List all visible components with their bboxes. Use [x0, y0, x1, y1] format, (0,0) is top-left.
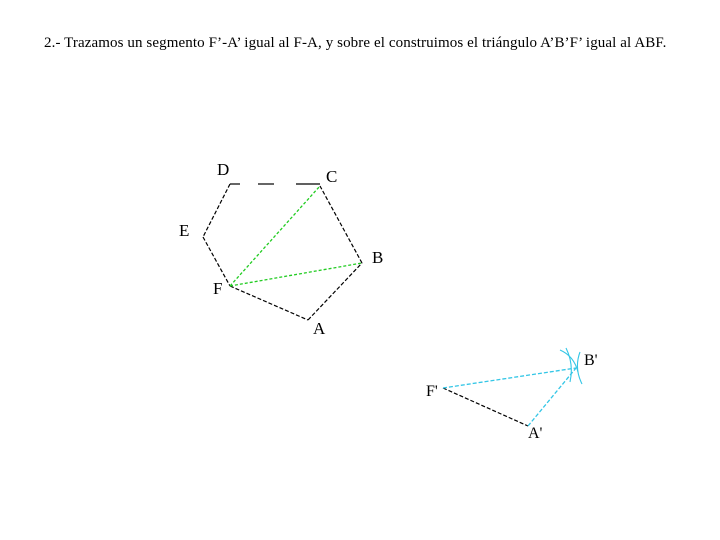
label-b: B	[372, 248, 384, 267]
edge-b-c	[320, 186, 362, 263]
label-e: E	[179, 221, 190, 240]
hexagon-outline	[203, 184, 362, 320]
diagonal-f-b	[230, 263, 362, 286]
edge-f-prime-b-prime	[443, 368, 576, 388]
edge-a-prime-b-prime	[528, 368, 576, 426]
edge-f-a	[230, 286, 308, 320]
edge-f-prime-a-prime	[443, 388, 528, 426]
edge-d-e	[203, 184, 230, 237]
new-triangle	[443, 348, 582, 426]
instruction-text: 2.- Trazamos un segmento F’-A’ igual al F-A, y sobre el construimos el triángulo A’B’F’ igual al ABF.	[44, 35, 667, 51]
label-d: D	[217, 160, 230, 179]
label-a: A	[313, 319, 326, 338]
diagonals	[230, 186, 362, 286]
compass-arc-3	[577, 352, 582, 384]
label-f: F	[213, 279, 223, 298]
label-a-prime: A'	[528, 425, 543, 442]
label-b-prime: B'	[584, 352, 598, 369]
label-c: C	[326, 167, 338, 186]
diagonal-f-c	[230, 186, 320, 286]
label-f-prime: F'	[426, 383, 438, 400]
